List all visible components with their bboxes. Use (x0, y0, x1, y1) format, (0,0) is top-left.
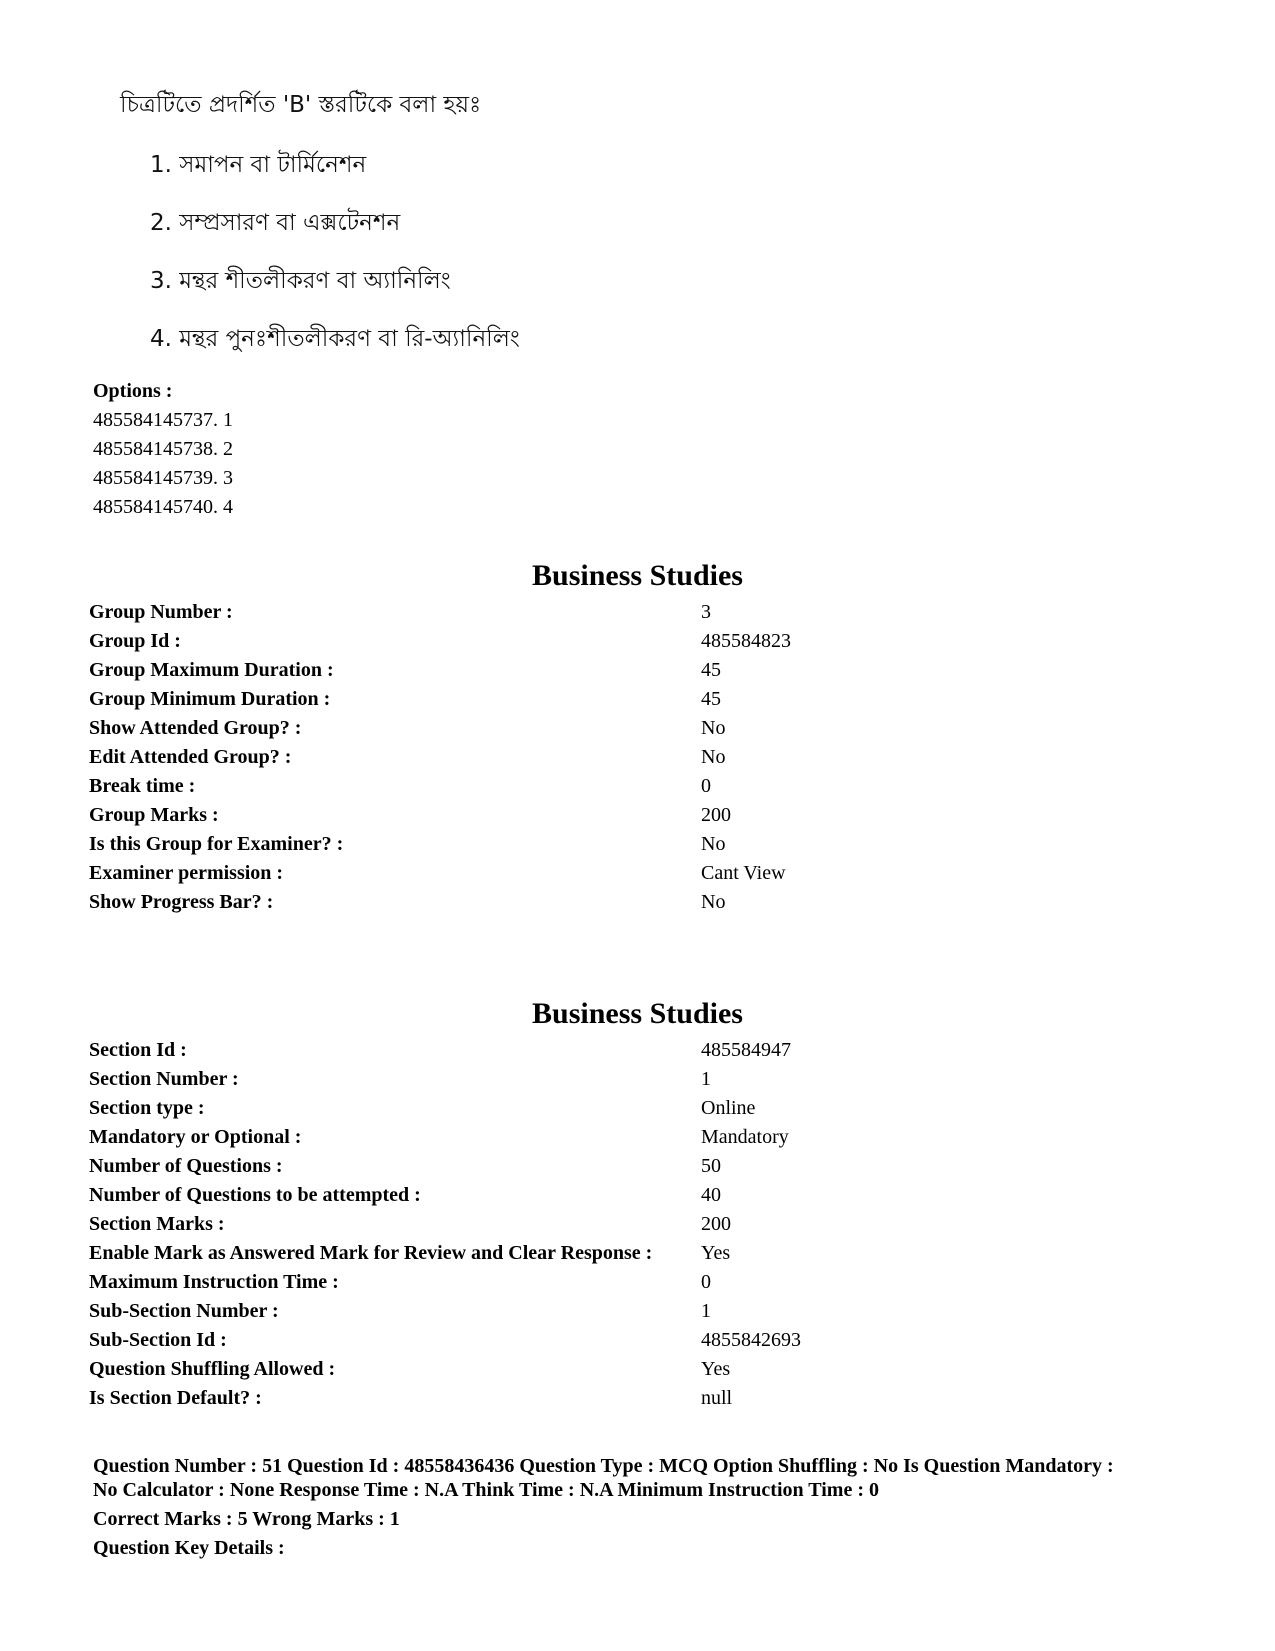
detail-key: Is Section Default? : (89, 1387, 262, 1409)
question-image (112, 78, 552, 358)
detail-value: 200 (701, 804, 731, 826)
detail-value: 45 (701, 659, 721, 681)
detail-key: Edit Attended Group? : (89, 746, 292, 768)
detail-value: 45 (701, 688, 721, 710)
detail-value: 485584947 (701, 1039, 791, 1061)
section-details (89, 1036, 1189, 1413)
detail-value: Cant View (701, 862, 786, 884)
detail-row (89, 1297, 1189, 1326)
detail-row (89, 888, 1189, 917)
detail-row (89, 1181, 1189, 1210)
detail-row (89, 1268, 1189, 1297)
detail-value: No (701, 717, 726, 739)
detail-row (89, 1094, 1189, 1123)
detail-key: Group Number : (89, 601, 233, 623)
option-item: 485584145740. 4 (93, 496, 233, 518)
detail-key: Number of Questions : (89, 1155, 283, 1177)
section-title: Business Studies (532, 997, 743, 1030)
detail-key: Show Progress Bar? : (89, 891, 274, 913)
detail-key: Mandatory or Optional : (89, 1126, 302, 1148)
detail-key: Group Id : (89, 630, 181, 652)
option-item: 485584145737. 1 (93, 409, 233, 431)
detail-value: 0 (701, 775, 711, 797)
detail-value: 4855842693 (701, 1329, 801, 1351)
detail-row (89, 1210, 1189, 1239)
detail-row (89, 1123, 1189, 1152)
detail-key: Sub-Section Number : (89, 1300, 279, 1322)
detail-key: Group Minimum Duration : (89, 688, 331, 710)
detail-key: Section type : (89, 1097, 205, 1119)
detail-value: 40 (701, 1184, 721, 1206)
detail-row (89, 859, 1189, 888)
detail-row (89, 685, 1189, 714)
detail-row (89, 627, 1189, 656)
options-list (93, 377, 233, 522)
question-meta-line: No Calculator : None Response Time : N.A Think Time : N.A Minimum Instruction Time : 0 (93, 1479, 879, 1501)
detail-key: Sub-Section Id : (89, 1329, 227, 1351)
question-marks: Correct Marks : 5 Wrong Marks : 1 (93, 1508, 400, 1530)
detail-value: Yes (701, 1358, 731, 1380)
detail-row (89, 656, 1189, 685)
detail-value: 1 (701, 1068, 711, 1090)
options-label: Options : (93, 380, 173, 402)
detail-value: 3 (701, 601, 711, 623)
detail-key: Section Marks : (89, 1213, 225, 1235)
option-item: 485584145739. 3 (93, 467, 233, 489)
detail-row (89, 1036, 1189, 1065)
detail-key: Maximum Instruction Time : (89, 1271, 339, 1293)
detail-key: Section Number : (89, 1068, 239, 1090)
detail-value: Online (701, 1097, 756, 1119)
question-meta (93, 1454, 1203, 1560)
detail-value: Yes (701, 1242, 731, 1264)
detail-row (89, 1355, 1189, 1384)
detail-value: No (701, 746, 726, 768)
detail-row (89, 1065, 1189, 1094)
question-option-4: 4. মন্থর পুনঃশীতলীকরণ বা রি-অ্যানিলিং (150, 326, 520, 352)
detail-row (89, 1239, 1189, 1268)
detail-row (89, 1326, 1189, 1355)
detail-value: null (701, 1387, 733, 1409)
detail-row (89, 772, 1189, 801)
detail-row (89, 1384, 1189, 1413)
detail-value: 50 (701, 1155, 721, 1177)
detail-value: 0 (701, 1271, 711, 1293)
detail-value: 1 (701, 1300, 711, 1322)
question-option-2: 2. সম্প্রসারণ বা এক্সটেনশন (150, 210, 401, 236)
detail-row (89, 714, 1189, 743)
detail-key: Break time : (89, 775, 196, 797)
detail-row (89, 743, 1189, 772)
detail-key: Examiner permission : (89, 862, 284, 884)
detail-key: Group Marks : (89, 804, 219, 826)
detail-key: Show Attended Group? : (89, 717, 302, 739)
question-key-details: Question Key Details : (93, 1537, 285, 1559)
detail-key: Group Maximum Duration : (89, 659, 334, 681)
detail-row (89, 1152, 1189, 1181)
detail-value: 200 (701, 1213, 731, 1235)
detail-row (89, 830, 1189, 859)
group-details (89, 598, 1189, 917)
detail-value: No (701, 833, 726, 855)
option-item: 485584145738. 2 (93, 438, 233, 460)
detail-key: Number of Questions to be attempted : (89, 1184, 421, 1206)
question-meta-line: Question Number : 51 Question Id : 48558436436 Question Type : MCQ Option Shuffling : No Is Question Mandatory : (93, 1455, 1114, 1477)
detail-value: Mandatory (701, 1126, 789, 1148)
detail-key: Question Shuffling Allowed : (89, 1358, 336, 1380)
detail-key: Section Id : (89, 1039, 187, 1061)
detail-value: No (701, 891, 726, 913)
detail-key: Enable Mark as Answered Mark for Review and Clear Response : (89, 1242, 653, 1264)
question-option-3: 3. মন্থর শীতলীকরণ বা অ্যানিলিং (150, 268, 451, 294)
question-option-1: 1. সমাপন বা টার্মিনেশন (150, 152, 367, 178)
detail-key: Is this Group for Examiner? : (89, 833, 344, 855)
detail-value: 485584823 (701, 630, 791, 652)
detail-row (89, 598, 1189, 627)
group-title: Business Studies (532, 559, 743, 592)
question-prompt: চিত্রটিতে প্রদর্শিত 'B' স্তরটিকে বলা হয়ঃ (120, 92, 482, 118)
detail-row (89, 801, 1189, 830)
